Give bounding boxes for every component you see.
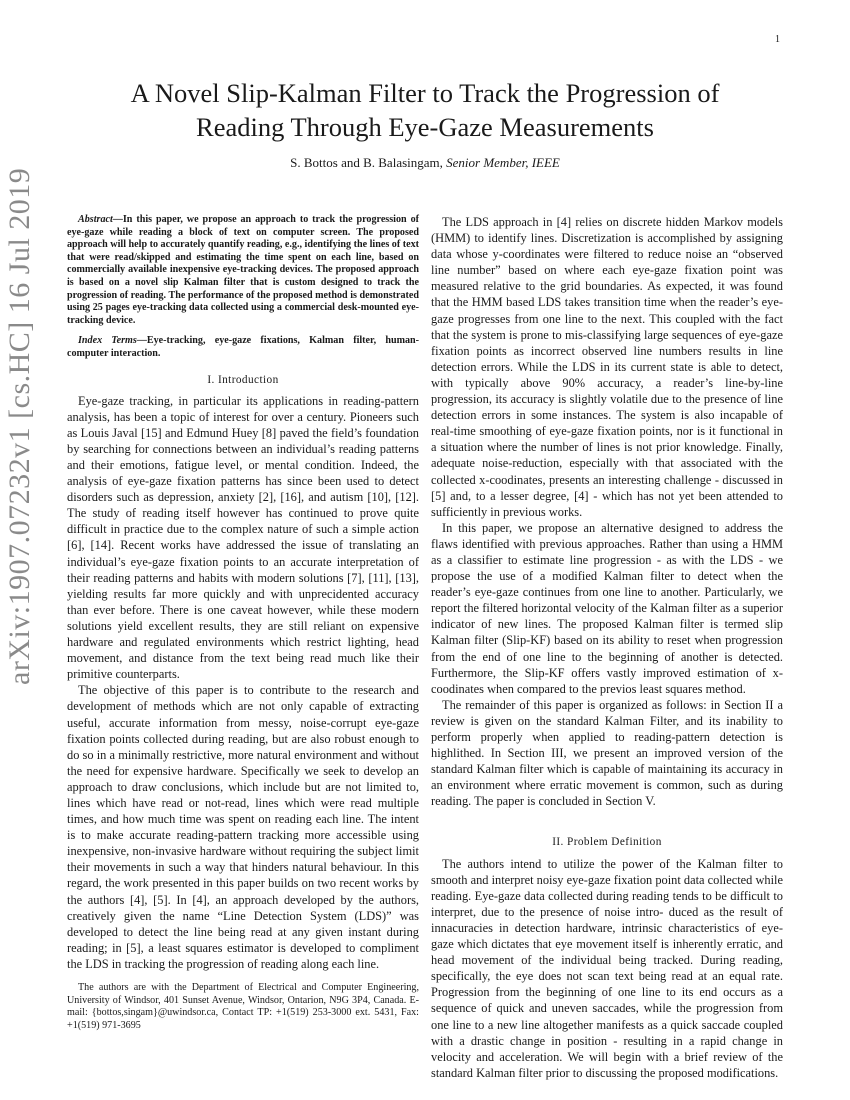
author-names: S. Bottos and B. Balasingam, [290,155,443,170]
section-heading-problem-definition: II. Problem Definition [552,836,662,849]
arxiv-identifier-stamp: arXiv:1907.07232v1 [cs.HC] 16 Jul 2019 [3,167,36,685]
author-membership: Senior Member, IEEE [446,155,560,170]
index-terms-label: Index Terms [78,335,137,347]
index-terms-text: —Eye-tracking, eye-gaze fixations, Kalman filter, human-computer interaction. [67,335,419,359]
index-terms [67,335,419,360]
intro-paragraph-2: The objective of this paper is to contribute to the research and development of methods which are not only capable of extracting useful, accurate information from messy, noise-corrupt eye-gaze fixation points collected during reading, but are also robust enough to do so in a minimally restrictive, more natural environment and without the need for expensive hardware. Specifically we seek to develop an approach to draw conclusions, which include but are not limited to, lines which have read or not-read, lines which were read multiple times, and how much time was spent on reading each line. The intent is to make accurate reading-pattern tracking more accessible using inexpensive, non-invasive hardware without requiring the subject limit their movements in such a way that hinders natural behaviour. In this regard, the work presented in this paper builds on two recent works by the authors [4], [5]. In [4], an approach developed by the authors, creatively given the name “Line Detection System (LDS)” was developed to detect the line being read at any given instant during reading; in [5], a least squares estimator is developed to compliment the LDS in tracking the progression of reading along each line. [67,683,419,971]
paper-title [90,76,760,144]
lds-paragraph: The LDS approach in [4] relies on discrete hidden Markov models (HMM) to identify lines. Discretization is accomplished by assigning data whose y-coordinates were filtered to reduce noise an “observed line number” based on where each eye-gaze fixation point was measured relative to the grid boundaries. As expected, it was found that the HMM based LDS takes transition time when the reader’s eye-gaze progresses from one line to the next. This coupled with the fact that the system is prone to mis-classifying large sequences of eye-gaze fixation points as incorrect observed line numbers results in line detection errors. While the LDS in its current state is able to detect, with typically above 90% accuracy, a reader’s line-by-line progression, its accuracy is slightly volatile due to the presence of line detection errors in some instances. The system is also incapable of real-time smoothing of eye-gaze fixation points, nor is it functional in a situation where the number of lines is not prior knowledge. Finally, adequate noise-reduction, especially with that associated with the collected x-coodinates, presents an interesting challenge - discussed in [5] and, to a lesser degree, [4] - which has not yet been attended to sufficiently in previous works. [431,215,783,519]
abstract-label: Abstract [78,214,113,225]
organization-paragraph: The remainder of this paper is organized as follows: in Section II a review is given on the standard Kalman Filter, and its inability to perform properly when applied to reading-pattern detection is highlithed. In Section III, we present an improved version of the standard Kalman filter which is capable of maintaining its accuracy in an environment where erratic movement is common, such as during reading. The paper is concluded in Section V. [431,697,783,809]
author-footnote: The authors are with the Department of Electrical and Computer Engineering, University of Windsor, 401 Sunset Avenue, Windsor, Ontarion, N9G 3P4, Canada. E-mail: {bottos,singam}@uwindsor.ca, Contact TP: +1(519) 253-3000 ext. 5431, Fax: +1(519) 971-3695 [67,982,419,1031]
right-column [431,214,783,1081]
left-column [67,214,419,1032]
author-line [90,155,760,171]
title-line-2: Reading Through Eye-Gaze Measurements [196,112,654,142]
section-heading-introduction: I. Introduction [207,373,279,386]
title-line-1: A Novel Slip-Kalman Filter to Track the Progression of [130,78,720,108]
abstract-text: —In this paper, we propose an approach to track the progression of eye-gaze while reading a block of text on computer screen. The proposed approach will help to accurately quantify reading, e.g., identifying the lines of text that were read/skipped and estimating the time spent on each line, based on commercially available inexpensive eye-tracking devices. The proposed approach is based on a novel slip Kalman filter that is custom designed to track the progression of reading. The performance of the proposed method is demonstrated using 25 pages eye-tracking data collected using a commercial desk-mounted eye-tracking device. [67,214,419,326]
problem-paragraph: The authors intend to utilize the power of the Kalman filter to smooth and interpret noisy eye-gaze fixation point data collected while reading. Eye-gaze data collected during reading tends to be difficult to interpret, due to the presence of noise intro- duced as the result of innacuracies in detection hardware, intrinsic characteristics of eye-gaze which dictates that eye movement itself is inherently erratic, and head movement of the individual being tracked. During reading, specifically, the eye does not scan text being read at an equal rate. Progression from the beginning of one line to its end occurs as a sequence of quick and uneven saccades, while the progression from one line to a new line altogether manifests as a quick saccade coupled with a drastic change in position - resulting in a rapid change in velocity and acceleration. We will begin with a brief review of the standard Kalman filter prior to discussing the proposed modifications. [431,856,783,1080]
abstract [67,214,419,327]
proposal-paragraph: In this paper, we propose an alternative designed to address the flaws identified with previous approaches. Rather than using a HMM as a classifier to estimate line progression - as with the LDS - we propose the use of a modified Kalman filter to detect when the reader’s eye-gaze continues from one line to another. Particularly, we report the filtered horizontal velocity of the Kalman filter as a superior indicator of new lines. The proposed Kalman filter is termed slip Kalman filter (Slip-KF) based on its ability to reset when progression from the end of one line to the beginning of another is detected. Furthermore, the Slip-KF offers vastly improved estimation of x-coodinates when compared to the previos least squares method. [431,520,783,696]
page-number: 1 [775,34,780,45]
intro-paragraph-1: Eye-gaze tracking, in particular its applications in reading-pattern analysis, has been a topic of interest for over a century. Pioneers such as Louis Javal [15] and Edmund Huey [8] paved the field’s foundation by searching for connections between an individual’s reading patterns and their emotions, fatigue level, or mental condition. Indeed, the analysis of eye-gaze fixation patterns has since been used to detect disorders such as depression, anxiety [2], [16], and autism [10], [12]. The study of reading itself however has continued to prove quite difficult in practice due to the complex nature of such a simple action [6], [14]. Recent works have addressed the issue of translating an individual’s eye-gaze fixation points to an accurate interpretation of their reading patterns and habits with modern solutions [7], [11], [13], yielding results far more quickly and with unprecidented accuracy than ever before. There is one caveat however, while these modern solutions yield excellent results, they are still reliant on expensive hardware and regulated environments which restrict lighting, head movement, and distance from the text being read much like their primitive counterparts. [67,393,419,682]
